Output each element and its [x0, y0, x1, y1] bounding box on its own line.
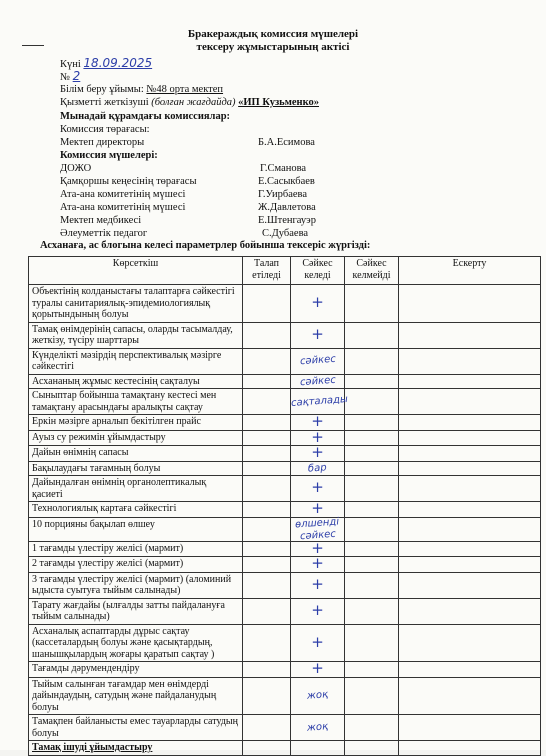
school-line [60, 83, 223, 96]
member-role: ДОЖО [60, 163, 92, 174]
table-row [29, 285, 541, 323]
remark-cell [399, 430, 541, 446]
not-matching-cell [345, 741, 399, 756]
table-header-row [29, 257, 541, 285]
required-cell [243, 715, 291, 741]
handwritten-mark: + [311, 499, 324, 517]
member-name: Г.Сманова [260, 163, 307, 174]
indicator-cell: Сыныптар бойынша тамақтану кестесі мен тамақтану арасындағы аралықты сақтау [29, 389, 243, 415]
indicator-cell: Асхананың жұмыс кестесінің сақталуы [29, 374, 243, 389]
not-matching-cell [345, 572, 399, 598]
table-row [29, 517, 541, 541]
handwritten-mark: + [311, 538, 324, 557]
member-name: С.Дубаева [262, 228, 309, 239]
column-header: Сәйкес келеді [291, 257, 345, 285]
not-matching-cell [345, 662, 399, 678]
required-cell [243, 541, 291, 557]
matches-cell [291, 715, 345, 741]
table-row [29, 715, 541, 741]
not-matching-cell [345, 348, 399, 374]
table-row [29, 677, 541, 715]
school-value: №48 орта мектеп [146, 84, 224, 95]
matches-cell [291, 554, 345, 573]
matches-cell [291, 374, 345, 389]
handwritten-mark: өлшенді сәйкес [294, 515, 340, 542]
not-matching-cell [345, 476, 399, 502]
remark-cell [399, 461, 541, 476]
not-matching-cell [345, 285, 399, 323]
matches-cell [291, 517, 345, 541]
section-title: Асханаға, ас блогына келесі параметрлер бойынша тексеріс жүргізді: [40, 240, 371, 251]
not-matching-cell [345, 430, 399, 446]
member-name: Е.Сасыкбаев [258, 176, 315, 187]
required-cell [243, 677, 291, 715]
required-cell [243, 741, 291, 756]
table-row [29, 476, 541, 502]
column-header: Көрсеткіш [29, 257, 243, 285]
not-matching-cell [345, 374, 399, 389]
handwritten-mark: бар [307, 461, 328, 475]
supplier-value: «ИП Кузьменко» [238, 97, 319, 108]
matches-cell [291, 461, 345, 476]
matches-cell [291, 741, 345, 756]
remark-cell [399, 598, 541, 624]
member-role: Ата-ана комитетінің мүшесі [60, 189, 186, 200]
member-name: Е.Штенгауэр [258, 215, 316, 226]
remark-cell [399, 557, 541, 573]
table-row [29, 322, 541, 348]
member-name: Г.Уирбаева [258, 189, 308, 200]
handwritten-mark: + [311, 632, 324, 651]
column-header: Талап етіледі [243, 257, 291, 285]
not-matching-cell [345, 541, 399, 557]
required-cell [243, 624, 291, 662]
table-row [29, 461, 541, 476]
required-cell [243, 662, 291, 678]
chair-name: Б.А.Есимова [258, 137, 315, 148]
remark-cell [399, 322, 541, 348]
not-matching-cell [345, 322, 399, 348]
table-row [29, 374, 541, 389]
chair-role: Мектеп директоры [60, 137, 145, 148]
required-cell [243, 517, 291, 541]
indicator-cell: Объектінің колданыстағы талаптарға сәйкестігі туралы санитариялық-эпидемиологиялық қорытындының болуы [29, 285, 243, 323]
table-row [29, 389, 541, 415]
remark-cell [399, 285, 541, 323]
remark-cell [399, 541, 541, 557]
member-role: Мектеп медбикесі [60, 215, 142, 226]
required-cell [243, 389, 291, 415]
remark-cell [399, 517, 541, 541]
indicator-cell: Дайын өнімнің сапасы [29, 446, 243, 462]
not-matching-cell [345, 557, 399, 573]
indicator-cell: Асханалық аспаптарды дұрыс сақтау (кассеталардың болуы және қасықтардың, шанышқылардың жоғары қаратып сақтау ) [29, 624, 243, 662]
remark-cell [399, 624, 541, 662]
required-cell [243, 322, 291, 348]
handwritten-mark: + [311, 427, 324, 446]
table-row [29, 415, 541, 431]
required-cell [243, 446, 291, 462]
handwritten-mark: + [311, 443, 324, 461]
matches-cell [291, 348, 345, 374]
column-header: Ескерту [399, 257, 541, 285]
required-cell [243, 285, 291, 323]
matches-cell [291, 624, 345, 662]
remark-cell [399, 389, 541, 415]
matches-cell [291, 499, 345, 518]
member-role: Әлеуметтік педагог [60, 228, 148, 239]
handwritten-mark: сақталады [290, 393, 349, 409]
not-matching-cell [345, 461, 399, 476]
not-matching-cell [345, 446, 399, 462]
supplier-note: (болған жағдайда) [151, 97, 236, 108]
matches-cell [291, 443, 345, 462]
indicator-cell: Тамақ ішуді ұйымдастыру [29, 741, 243, 756]
table-row [29, 557, 541, 573]
not-matching-cell [345, 624, 399, 662]
date-label: Күні [60, 59, 81, 70]
column-header: Сәйкес келмейді [345, 257, 399, 285]
handwritten-mark: + [311, 554, 324, 572]
inspection-table [28, 256, 541, 756]
number-label: № [60, 72, 71, 83]
indicator-cell: Ауыз су режимін ұйымдастыру [29, 430, 243, 446]
table-row [29, 446, 541, 462]
indicator-cell: 1 тағамды үлестіру желісі (мармит) [29, 541, 243, 557]
supplier-line [60, 96, 319, 109]
school-label: Білім беру ұйымы: [60, 84, 144, 95]
handwritten-mark: + [311, 600, 324, 619]
required-cell [243, 557, 291, 573]
not-matching-cell [345, 715, 399, 741]
member-name: Ж.Давлетова [258, 202, 316, 213]
matches-cell [290, 389, 349, 415]
matches-cell [291, 598, 345, 624]
remark-cell [399, 502, 541, 518]
members-heading: Комиссия мүшелері: [60, 150, 158, 161]
matches-cell [291, 285, 345, 323]
required-cell [243, 415, 291, 431]
margin-dash [22, 45, 44, 46]
not-matching-cell [345, 598, 399, 624]
remark-cell [399, 677, 541, 715]
indicator-cell: 3 тағамды үлестіру желісі (мармит) (аломиний ыдыста суытуға тыйым салынады) [29, 572, 243, 598]
remark-cell [399, 446, 541, 462]
indicator-cell: Күнделікті мәзірдің перспективалық мәзірге сәйкестігі [29, 348, 243, 374]
supplier-label: Қызметті жеткізуші [60, 97, 149, 108]
indicator-cell: Тарату жағдайы (ылғалды затты пайдалануға тыйым салынады) [29, 598, 243, 624]
handwritten-mark: + [311, 324, 324, 343]
indicator-cell: Технологиялық картаға сәйкестігі [29, 502, 243, 518]
table-row [29, 741, 541, 756]
handwritten-mark: + [311, 478, 324, 497]
remark-cell [399, 476, 541, 502]
number-value: 2 [72, 69, 81, 83]
matches-cell [291, 659, 345, 678]
handwritten-mark: + [311, 293, 324, 311]
handwritten-mark: + [311, 574, 324, 593]
member-role: Қамқоршы кеңесінің төрағасы [60, 176, 197, 187]
handwritten-mark: сәйкес [299, 374, 336, 388]
matches-cell [291, 476, 345, 502]
member-role: Ата-ана комитетінің мүшесі [60, 202, 186, 213]
table-row [29, 430, 541, 446]
remark-cell [399, 348, 541, 374]
table-row [29, 624, 541, 662]
required-cell [243, 374, 291, 389]
document-title-line2: тексеру жұмыстарының актісі [196, 41, 350, 53]
required-cell [243, 461, 291, 476]
required-cell [243, 348, 291, 374]
remark-cell [399, 415, 541, 431]
indicator-cell: Бақылаудағы тағамның болуы [29, 461, 243, 476]
handwritten-mark: жоқ [306, 689, 329, 702]
table-row [29, 598, 541, 624]
indicator-cell: Тыйым салынған тағамдар мен өнімдерді дайындаудың, сатудың және пайдаланудың болуы [29, 677, 243, 715]
not-matching-cell [345, 517, 399, 541]
commission-heading: Мынадай құрамдағы комиссиялар: [60, 111, 231, 122]
required-cell [243, 572, 291, 598]
handwritten-mark: сәйкес [299, 354, 336, 368]
table-row [29, 572, 541, 598]
matches-cell [291, 572, 345, 598]
table-row [29, 662, 541, 678]
required-cell [243, 430, 291, 446]
table-row [29, 541, 541, 557]
required-cell [243, 502, 291, 518]
indicator-cell: 2 тағамды үлестіру желісі (мармит) [29, 557, 243, 573]
handwritten-mark: жоқ [306, 721, 329, 734]
indicator-cell: Еркін мәзірге арналып бекітілген прайс [29, 415, 243, 431]
matches-cell [291, 322, 345, 348]
table-body [29, 285, 541, 756]
required-cell [243, 476, 291, 502]
remark-cell [399, 715, 541, 741]
not-matching-cell [345, 389, 399, 415]
document-title-line1: Бракераждық комиссия мүшелері [187, 28, 359, 40]
chair-label: Комиссия төрағасы: [60, 124, 150, 135]
handwritten-mark: + [311, 659, 324, 677]
indicator-cell: 10 порцияны бақылап өлшеу [29, 517, 243, 541]
not-matching-cell [345, 502, 399, 518]
matches-cell [291, 677, 345, 715]
remark-cell [399, 662, 541, 678]
not-matching-cell [345, 415, 399, 431]
table-row [29, 502, 541, 518]
indicator-cell: Тамақпен байланысты емес тауарларды сатудың болуы [29, 715, 243, 741]
table-row [29, 348, 541, 374]
indicator-cell: Тағамды дәрумендендіру [29, 662, 243, 678]
required-cell [243, 598, 291, 624]
number-line [60, 70, 80, 84]
remark-cell [399, 374, 541, 389]
not-matching-cell [345, 677, 399, 715]
handwritten-mark: + [311, 412, 324, 430]
indicator-cell: Тамақ өнімдерінің сапасы, оларды тасымалдау, жеткізу, түсіру шарттары [29, 322, 243, 348]
date-value: 18.09.2025 [83, 56, 153, 70]
indicator-cell: Дайындалған өнімнің органолептикалық қасиеті [29, 476, 243, 502]
remark-cell [399, 741, 541, 756]
remark-cell [399, 572, 541, 598]
